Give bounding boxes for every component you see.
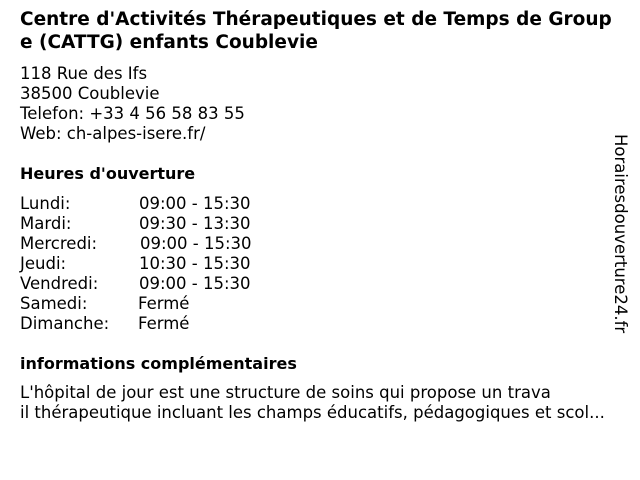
time-value: 09:30 - 13:30 [139, 214, 251, 233]
phone-number: Telefon: +33 4 56 58 83 55 [20, 104, 245, 123]
description-line: L'hôpital de jour est une structure de soins qui propose un trava [20, 383, 551, 402]
day-label: Mercredi: [20, 234, 98, 253]
day-label: Lundi: [20, 194, 71, 213]
city-postal: 38500 Coublevie [20, 84, 160, 103]
time-value: Fermé [138, 314, 190, 333]
website: Web: ch-alpes-isere.fr/ [20, 124, 206, 143]
day-label: Vendredi: [20, 274, 99, 293]
street-address: 118 Rue des Ifs [20, 64, 148, 83]
day-label: Dimanche: [20, 314, 110, 333]
time-value: 09:00 - 15:30 [140, 234, 252, 253]
page-title: Centre d'Activités Thérapeutiques et de Temps de Groupe (CATTG) enfants Coublevie [20, 9, 612, 53]
time-value: Fermé [138, 294, 190, 313]
time-value: 10:30 - 15:30 [139, 254, 251, 273]
opening-hours-heading: Heures d'ouverture [20, 164, 196, 183]
day-label: Jeudi: [20, 254, 67, 273]
site-watermark: Horairesdouverture24.fr [611, 134, 630, 334]
description-line: il thérapeutique incluant les champs éducatifs, pédagogiques et scol... [20, 403, 605, 422]
time-value: 09:00 - 15:30 [139, 194, 251, 213]
time-value: 09:00 - 15:30 [139, 274, 251, 293]
day-label: Mardi: [20, 214, 72, 233]
day-label: Samedi: [20, 294, 88, 313]
additional-info-heading: informations complémentaires [20, 354, 297, 373]
address-block [20, 64, 245, 144]
description [20, 383, 605, 423]
